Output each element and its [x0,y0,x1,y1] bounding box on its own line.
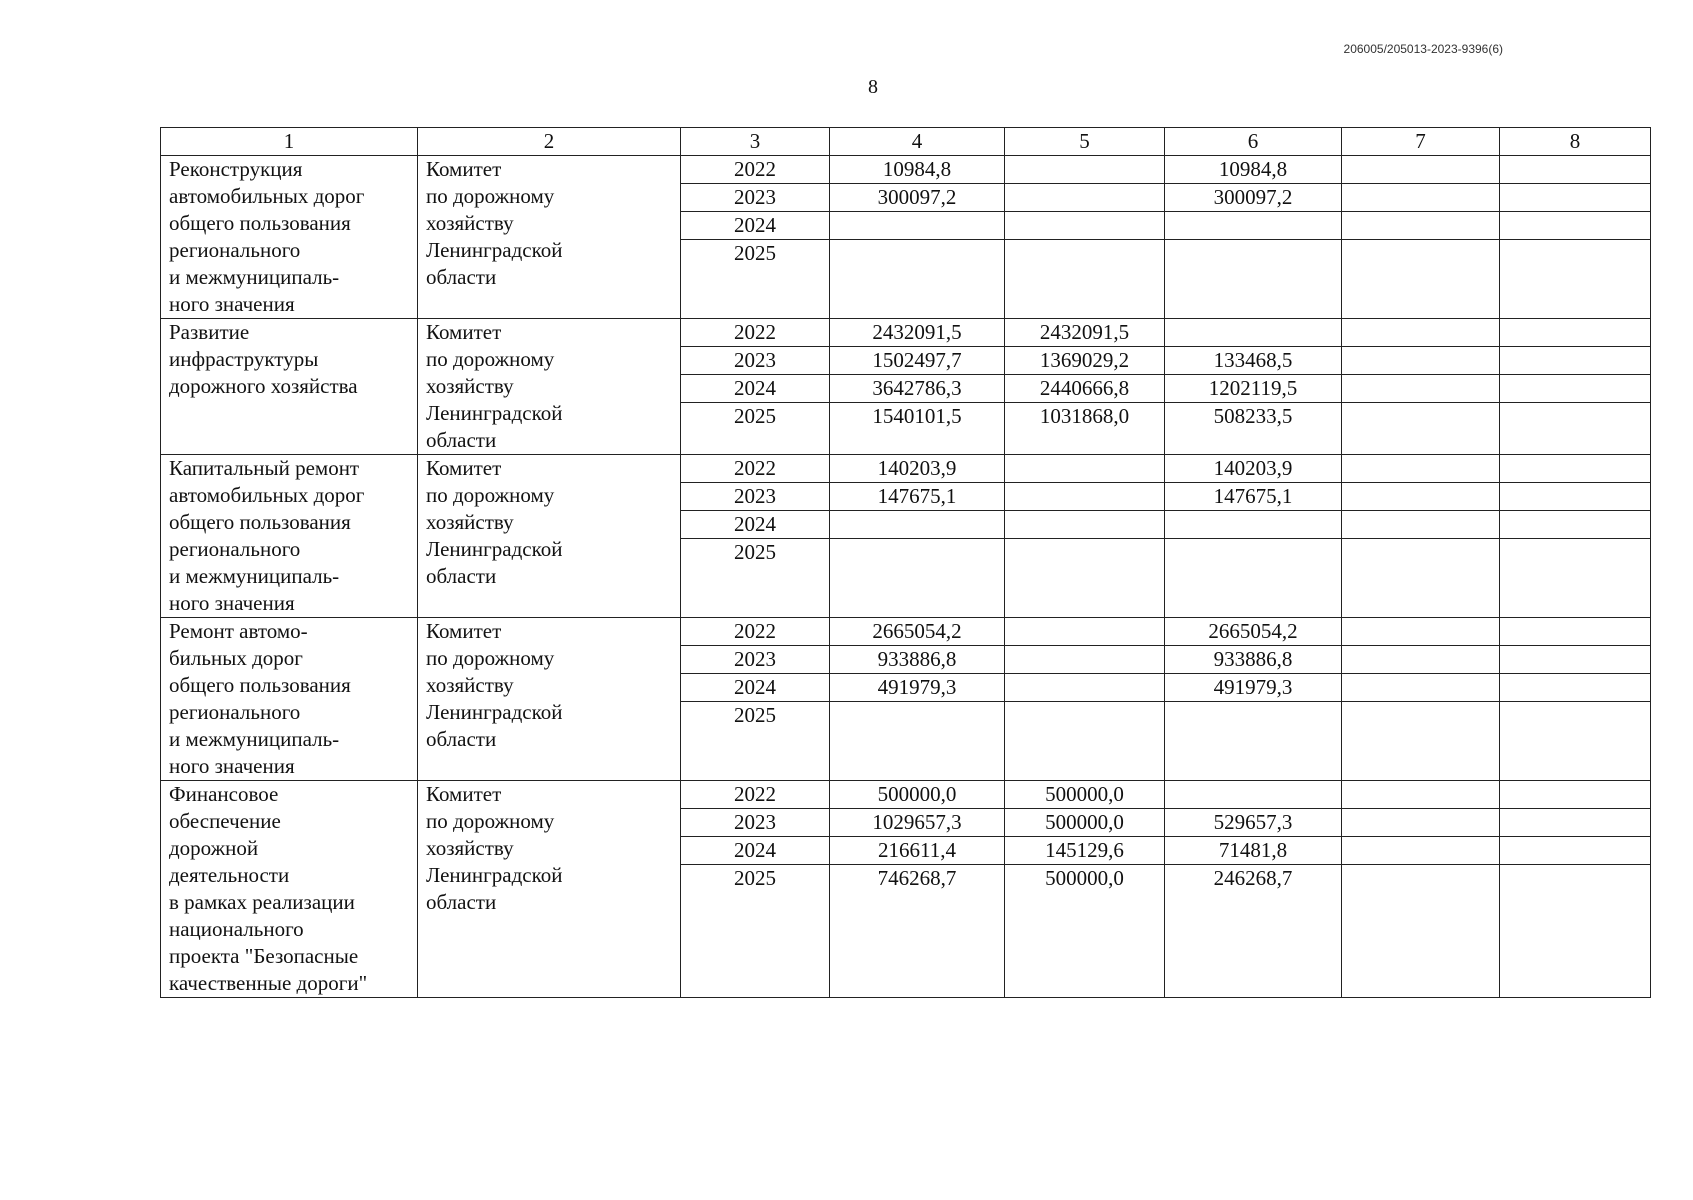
amount-cell-7 [1342,511,1500,539]
amount-cell-4: 1540101,5 [830,403,1005,455]
measure-name: Ремонт автомо- бильных дорог общего пользования регионального и межмуниципаль- ного значения [161,618,418,781]
amount-cell-8 [1500,483,1651,511]
amount-cell-8 [1500,240,1651,319]
amount-cell-5: 2432091,5 [1005,319,1165,347]
amount-cell-8 [1500,156,1651,184]
amount-cell-7 [1342,455,1500,483]
amount-cell-5 [1005,539,1165,618]
amount-cell-4 [830,539,1005,618]
amount-cell-6: 491979,3 [1165,674,1342,702]
amount-cell-5: 145129,6 [1005,837,1165,865]
amount-cell-6: 508233,5 [1165,403,1342,455]
amount-cell-4: 140203,9 [830,455,1005,483]
amount-cell-8 [1500,212,1651,240]
amount-cell-5: 1031868,0 [1005,403,1165,455]
page-number: 8 [868,76,878,98]
amount-cell-6: 10984,8 [1165,156,1342,184]
year-cell: 2024 [681,375,830,403]
amount-cell-4: 2432091,5 [830,319,1005,347]
amount-cell-7 [1342,646,1500,674]
amount-cell-5: 500000,0 [1005,781,1165,809]
amount-cell-8 [1500,347,1651,375]
amount-cell-4: 746268,7 [830,865,1005,998]
responsible-organization: Комитет по дорожному хозяйству Ленинградской области [418,319,681,455]
year-cell: 2022 [681,156,830,184]
year-cell: 2022 [681,319,830,347]
amount-cell-6: 246268,7 [1165,865,1342,998]
amount-cell-8 [1500,781,1651,809]
amount-cell-7 [1342,319,1500,347]
year-cell: 2023 [681,809,830,837]
amount-cell-6: 133468,5 [1165,347,1342,375]
amount-cell-4 [830,240,1005,319]
amount-cell-5: 500000,0 [1005,809,1165,837]
year-cell: 2022 [681,618,830,646]
year-cell: 2024 [681,674,830,702]
column-header-5: 5 [1005,128,1165,156]
amount-cell-8 [1500,865,1651,998]
measure-name: Реконструкция автомобильных дорог общего пользования регионального и межмуниципаль- ного значения [161,156,418,319]
amount-cell-7 [1342,184,1500,212]
amount-cell-8 [1500,539,1651,618]
amount-cell-4: 3642786,3 [830,375,1005,403]
amount-cell-6 [1165,539,1342,618]
amount-cell-8 [1500,837,1651,865]
amount-cell-4: 147675,1 [830,483,1005,511]
amount-cell-6 [1165,702,1342,781]
year-cell: 2025 [681,539,830,618]
amount-cell-8 [1500,184,1651,212]
amount-cell-5 [1005,511,1165,539]
amount-cell-4: 216611,4 [830,837,1005,865]
amount-cell-7 [1342,618,1500,646]
amount-cell-8 [1500,319,1651,347]
amount-cell-6 [1165,212,1342,240]
amount-cell-8 [1500,618,1651,646]
amount-cell-4 [830,212,1005,240]
amount-cell-4: 2665054,2 [830,618,1005,646]
table-row [161,618,1651,646]
document-code: 206005/205013-2023-9396(6) [1343,42,1503,56]
amount-cell-5 [1005,618,1165,646]
amount-cell-5 [1005,646,1165,674]
amount-cell-7 [1342,674,1500,702]
amount-cell-8 [1500,646,1651,674]
year-cell: 2022 [681,781,830,809]
amount-cell-5 [1005,184,1165,212]
column-header-2: 2 [418,128,681,156]
table-row [161,156,1651,184]
amount-cell-5 [1005,674,1165,702]
amount-cell-7 [1342,702,1500,781]
amount-cell-4 [830,702,1005,781]
amount-cell-8 [1500,702,1651,781]
column-header-1: 1 [161,128,418,156]
amount-cell-6 [1165,511,1342,539]
amount-cell-8 [1500,403,1651,455]
responsible-organization: Комитет по дорожному хозяйству Ленинградской области [418,618,681,781]
amount-cell-7 [1342,240,1500,319]
table-row [161,781,1651,809]
amount-cell-4: 1502497,7 [830,347,1005,375]
responsible-organization: Комитет по дорожному хозяйству Ленинградской области [418,455,681,618]
column-header-6: 6 [1165,128,1342,156]
year-cell: 2024 [681,837,830,865]
column-header-8: 8 [1500,128,1651,156]
amount-cell-4: 500000,0 [830,781,1005,809]
amount-cell-6: 140203,9 [1165,455,1342,483]
year-cell: 2023 [681,483,830,511]
amount-cell-4: 491979,3 [830,674,1005,702]
amount-cell-6: 147675,1 [1165,483,1342,511]
amount-cell-6: 300097,2 [1165,184,1342,212]
measure-name: Развитие инфраструктуры дорожного хозяйства [161,319,418,455]
measure-name: Капитальный ремонт автомобильных дорог общего пользования регионального и межмуниципаль- ного значения [161,455,418,618]
amount-cell-7 [1342,865,1500,998]
amount-cell-6: 1202119,5 [1165,375,1342,403]
amount-cell-6: 71481,8 [1165,837,1342,865]
year-cell: 2025 [681,403,830,455]
table-body [161,156,1651,998]
year-cell: 2025 [681,702,830,781]
amount-cell-7 [1342,375,1500,403]
amount-cell-8 [1500,511,1651,539]
year-cell: 2023 [681,347,830,375]
column-header-3: 3 [681,128,830,156]
amount-cell-7 [1342,809,1500,837]
year-cell: 2024 [681,511,830,539]
amount-cell-5 [1005,212,1165,240]
amount-cell-7 [1342,837,1500,865]
amount-cell-6: 529657,3 [1165,809,1342,837]
year-cell: 2024 [681,212,830,240]
year-cell: 2023 [681,184,830,212]
amount-cell-5: 1369029,2 [1005,347,1165,375]
amount-cell-5 [1005,483,1165,511]
year-cell: 2023 [681,646,830,674]
amount-cell-4: 1029657,3 [830,809,1005,837]
measure-name: Финансовое обеспечение дорожной деятельности в рамках реализации национального проекта "Безопасные качественные дороги" [161,781,418,998]
amount-cell-5: 500000,0 [1005,865,1165,998]
amount-cell-7 [1342,539,1500,618]
year-cell: 2025 [681,240,830,319]
amount-cell-7 [1342,483,1500,511]
amount-cell-6: 933886,8 [1165,646,1342,674]
amount-cell-7 [1342,781,1500,809]
amount-cell-6: 2665054,2 [1165,618,1342,646]
amount-cell-8 [1500,809,1651,837]
year-cell: 2025 [681,865,830,998]
column-header-7: 7 [1342,128,1500,156]
amount-cell-4: 10984,8 [830,156,1005,184]
amount-cell-5: 2440666,8 [1005,375,1165,403]
table-row [161,319,1651,347]
amount-cell-4 [830,511,1005,539]
funding-table [160,127,1651,998]
amount-cell-7 [1342,156,1500,184]
responsible-organization: Комитет по дорожному хозяйству Ленинградской области [418,156,681,319]
amount-cell-5 [1005,156,1165,184]
amount-cell-8 [1500,375,1651,403]
amount-cell-4: 933886,8 [830,646,1005,674]
amount-cell-7 [1342,403,1500,455]
amount-cell-7 [1342,212,1500,240]
responsible-organization: Комитет по дорожному хозяйству Ленинградской области [418,781,681,998]
column-number-row [161,128,1651,156]
amount-cell-5 [1005,455,1165,483]
table-row [161,455,1651,483]
amount-cell-8 [1500,455,1651,483]
amount-cell-8 [1500,674,1651,702]
amount-cell-6 [1165,240,1342,319]
year-cell: 2022 [681,455,830,483]
amount-cell-4: 300097,2 [830,184,1005,212]
amount-cell-5 [1005,702,1165,781]
column-header-4: 4 [830,128,1005,156]
amount-cell-6 [1165,319,1342,347]
amount-cell-6 [1165,781,1342,809]
amount-cell-5 [1005,240,1165,319]
amount-cell-7 [1342,347,1500,375]
